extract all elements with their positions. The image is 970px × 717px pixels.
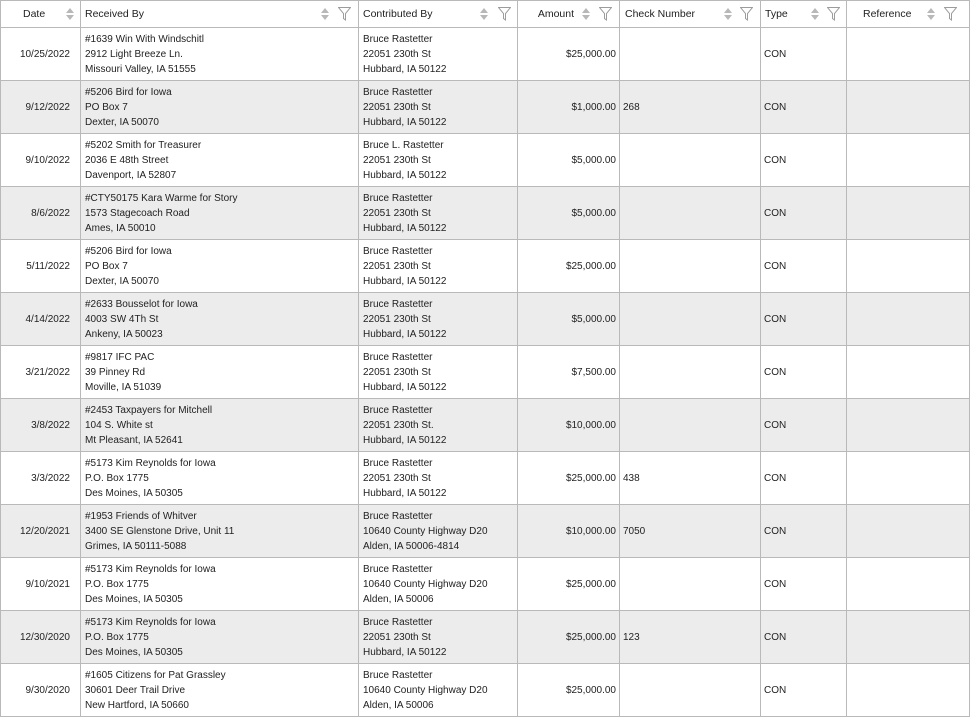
table-row[interactable] xyxy=(1,611,970,664)
cell-type: CON xyxy=(761,28,847,81)
contributed-by-line: Hubbard, IA 50122 xyxy=(363,328,447,340)
contributed-by-line: Hubbard, IA 50122 xyxy=(363,63,447,75)
cell-date: 8/6/2022 xyxy=(1,187,81,240)
cell-type: CON xyxy=(761,452,847,505)
cell-reference xyxy=(847,505,970,558)
cell-reference xyxy=(847,81,970,134)
cell-contributed-by xyxy=(359,134,518,187)
cell-check-number xyxy=(620,664,761,717)
contributed-by-line: Hubbard, IA 50122 xyxy=(363,381,447,393)
contributed-by-line: Bruce Rastetter xyxy=(363,86,433,98)
contributed-by-line: Hubbard, IA 50122 xyxy=(363,487,447,499)
cell-received-by xyxy=(81,346,359,399)
contributed-by-line: 22051 230th St xyxy=(363,101,431,113)
received-by-line: #9817 IFC PAC xyxy=(85,351,155,363)
received-by-line: P.O. Box 1775 xyxy=(85,631,149,643)
filter-icon[interactable] xyxy=(338,7,351,21)
received-by-line: P.O. Box 1775 xyxy=(85,578,149,590)
contributed-by-line: 22051 230th St xyxy=(363,631,431,643)
cell-date: 3/3/2022 xyxy=(1,452,81,505)
cell-amount: $5,000.00 xyxy=(518,293,620,346)
contributed-by-line: Bruce Rastetter xyxy=(363,510,433,522)
cell-received-by xyxy=(81,81,359,134)
column-header-amount[interactable] xyxy=(518,1,620,28)
column-header-contributed-by[interactable] xyxy=(359,1,518,28)
filter-icon[interactable] xyxy=(599,7,612,21)
received-by-line: Moville, IA 51039 xyxy=(85,381,162,393)
cell-date: 5/11/2022 xyxy=(1,240,81,293)
contributed-by-line: Hubbard, IA 50122 xyxy=(363,169,447,181)
received-by-line: #5202 Smith for Treasurer xyxy=(85,139,202,151)
received-by-line: Dexter, IA 50070 xyxy=(85,116,159,128)
contributed-by-line: 10640 County Highway D20 xyxy=(363,578,488,590)
contributed-by-line: Bruce Rastetter xyxy=(363,298,433,310)
received-by-line: #2633 Bousselot for Iowa xyxy=(85,298,198,310)
cell-reference xyxy=(847,558,970,611)
cell-type: CON xyxy=(761,134,847,187)
table-row[interactable] xyxy=(1,399,970,452)
contributed-by-line: Hubbard, IA 50122 xyxy=(363,116,447,128)
cell-received-by xyxy=(81,558,359,611)
received-by-line: Des Moines, IA 50305 xyxy=(85,593,183,605)
cell-amount: $5,000.00 xyxy=(518,134,620,187)
cell-received-by xyxy=(81,399,359,452)
cell-type: CON xyxy=(761,187,847,240)
cell-check-number xyxy=(620,293,761,346)
received-by-line: Missouri Valley, IA 51555 xyxy=(85,63,196,75)
received-by-line: Ankeny, IA 50023 xyxy=(85,328,163,340)
cell-reference xyxy=(847,452,970,505)
cell-reference xyxy=(847,664,970,717)
received-by-line: #1953 Friends of Whitver xyxy=(85,510,197,522)
cell-reference xyxy=(847,293,970,346)
received-by-line: #5206 Bird for Iowa xyxy=(85,86,172,98)
contributed-by-line: Bruce Rastetter xyxy=(363,563,433,575)
contributed-by-line: 22051 230th St xyxy=(363,313,431,325)
cell-received-by xyxy=(81,28,359,81)
header-row xyxy=(1,1,970,28)
contributed-by-line: Bruce Rastetter xyxy=(363,351,433,363)
contributed-by-line: 22051 230th St. xyxy=(363,419,434,431)
received-by-line: Des Moines, IA 50305 xyxy=(85,646,183,658)
column-label-type: Type xyxy=(765,8,788,20)
received-by-line: 3400 SE Glenstone Drive, Unit 11 xyxy=(85,525,235,537)
contributed-by-line: 22051 230th St xyxy=(363,366,431,378)
cell-type: CON xyxy=(761,346,847,399)
column-header-date[interactable] xyxy=(1,1,81,28)
cell-amount: $25,000.00 xyxy=(518,28,620,81)
column-label-reference: Reference xyxy=(863,8,912,20)
cell-type: CON xyxy=(761,611,847,664)
contributed-by-line: 22051 230th St xyxy=(363,207,431,219)
cell-check-number xyxy=(620,187,761,240)
cell-date: 10/25/2022 xyxy=(1,28,81,81)
cell-contributed-by xyxy=(359,187,518,240)
received-by-line: New Hartford, IA 50660 xyxy=(85,699,189,711)
contributed-by-line: Bruce Rastetter xyxy=(363,404,433,416)
cell-date: 12/20/2021 xyxy=(1,505,81,558)
cell-contributed-by xyxy=(359,346,518,399)
table-row[interactable] xyxy=(1,134,970,187)
filter-icon[interactable] xyxy=(740,7,753,21)
received-by-line: PO Box 7 xyxy=(85,101,128,113)
table-row[interactable] xyxy=(1,505,970,558)
cell-type: CON xyxy=(761,240,847,293)
contributed-by-line: Bruce Rastetter xyxy=(363,616,433,628)
cell-received-by xyxy=(81,664,359,717)
cell-received-by xyxy=(81,611,359,664)
received-by-line: P.O. Box 1775 xyxy=(85,472,149,484)
cell-contributed-by xyxy=(359,452,518,505)
received-by-line: #1639 Win With Windschitl xyxy=(85,33,204,45)
cell-reference xyxy=(847,399,970,452)
cell-check-number xyxy=(620,240,761,293)
cell-contributed-by xyxy=(359,240,518,293)
cell-reference xyxy=(847,611,970,664)
cell-type: CON xyxy=(761,664,847,717)
cell-contributed-by xyxy=(359,505,518,558)
contributed-by-line: Hubbard, IA 50122 xyxy=(363,646,447,658)
received-by-line: 30601 Deer Trail Drive xyxy=(85,684,186,696)
cell-date: 9/10/2022 xyxy=(1,134,81,187)
cell-date: 3/8/2022 xyxy=(1,399,81,452)
cell-received-by xyxy=(81,452,359,505)
cell-amount: $5,000.00 xyxy=(518,187,620,240)
cell-date: 9/30/2020 xyxy=(1,664,81,717)
cell-check-number: 438 xyxy=(620,452,761,505)
sort-icon[interactable] xyxy=(480,8,488,21)
table-row[interactable] xyxy=(1,558,970,611)
received-by-line: Davenport, IA 52807 xyxy=(85,169,177,181)
cell-reference xyxy=(847,187,970,240)
cell-received-by xyxy=(81,240,359,293)
received-by-line: Ames, IA 50010 xyxy=(85,222,156,234)
cell-check-number: 268 xyxy=(620,81,761,134)
cell-contributed-by xyxy=(359,81,518,134)
filter-icon[interactable] xyxy=(498,7,511,21)
cell-date: 3/21/2022 xyxy=(1,346,81,399)
table-row[interactable] xyxy=(1,293,970,346)
cell-check-number xyxy=(620,346,761,399)
cell-date: 9/10/2021 xyxy=(1,558,81,611)
contributed-by-line: Alden, IA 50006 xyxy=(363,699,434,711)
cell-received-by xyxy=(81,187,359,240)
received-by-line: #2453 Taxpayers for Mitchell xyxy=(85,404,213,416)
contributed-by-line: 22051 230th St xyxy=(363,48,431,60)
received-by-line: 1573 Stagecoach Road xyxy=(85,207,190,219)
cell-received-by xyxy=(81,293,359,346)
cell-amount: $10,000.00 xyxy=(518,399,620,452)
table-row[interactable] xyxy=(1,664,970,717)
cell-received-by xyxy=(81,505,359,558)
cell-amount: $1,000.00 xyxy=(518,81,620,134)
cell-type: CON xyxy=(761,558,847,611)
contributed-by-line: Bruce Rastetter xyxy=(363,457,433,469)
table-row[interactable] xyxy=(1,452,970,505)
received-by-line: Mt Pleasant, IA 52641 xyxy=(85,434,183,446)
received-by-line: #5173 Kim Reynolds for Iowa xyxy=(85,563,216,575)
contributed-by-line: Alden, IA 50006-4814 xyxy=(363,540,460,552)
sort-icon[interactable] xyxy=(724,8,732,21)
received-by-line: #1605 Citizens for Pat Grassley xyxy=(85,669,226,681)
cell-contributed-by xyxy=(359,558,518,611)
received-by-line: Dexter, IA 50070 xyxy=(85,275,159,287)
cell-check-number: 123 xyxy=(620,611,761,664)
cell-type: CON xyxy=(761,399,847,452)
table-row[interactable] xyxy=(1,346,970,399)
contributed-by-line: Alden, IA 50006 xyxy=(363,593,434,605)
cell-received-by xyxy=(81,134,359,187)
cell-date: 12/30/2020 xyxy=(1,611,81,664)
received-by-line: #5206 Bird for Iowa xyxy=(85,245,172,257)
cell-contributed-by xyxy=(359,664,518,717)
cell-amount: $25,000.00 xyxy=(518,664,620,717)
cell-reference xyxy=(847,346,970,399)
received-by-line: 2036 E 48th Street xyxy=(85,154,169,166)
table-row[interactable] xyxy=(1,28,970,81)
cell-check-number xyxy=(620,558,761,611)
contributed-by-line: 22051 230th St xyxy=(363,472,431,484)
sort-icon[interactable] xyxy=(582,8,590,21)
cell-reference xyxy=(847,28,970,81)
received-by-line: Des Moines, IA 50305 xyxy=(85,487,183,499)
contributed-by-line: 22051 230th St xyxy=(363,154,431,166)
column-label-date: Date xyxy=(23,8,46,20)
received-by-line: 2912 Light Breeze Ln. xyxy=(85,48,183,60)
received-by-line: 39 Pinney Rd xyxy=(85,366,146,378)
column-header-reference[interactable] xyxy=(847,1,970,28)
cell-check-number xyxy=(620,134,761,187)
column-label-amount: Amount xyxy=(537,8,574,20)
column-label-received-by: Received By xyxy=(85,8,144,20)
table-row[interactable] xyxy=(1,81,970,134)
cell-amount: $10,000.00 xyxy=(518,505,620,558)
received-by-line: #CTY50175 Kara Warme for Story xyxy=(85,192,238,204)
filter-icon[interactable] xyxy=(827,7,840,21)
received-by-line: PO Box 7 xyxy=(85,260,128,272)
cell-check-number xyxy=(620,28,761,81)
cell-type: CON xyxy=(761,293,847,346)
cell-contributed-by xyxy=(359,28,518,81)
contributed-by-line: Hubbard, IA 50122 xyxy=(363,222,447,234)
cell-amount: $7,500.00 xyxy=(518,346,620,399)
sort-icon[interactable] xyxy=(811,8,819,21)
contributed-by-line: 10640 County Highway D20 xyxy=(363,684,488,696)
column-label-contributed-by: Contributed By xyxy=(363,8,433,20)
received-by-line: #5173 Kim Reynolds for Iowa xyxy=(85,457,216,469)
cell-type: CON xyxy=(761,81,847,134)
contributed-by-line: Bruce Rastetter xyxy=(363,245,433,257)
contributed-by-line: 22051 230th St xyxy=(363,260,431,272)
contributed-by-line: Bruce Rastetter xyxy=(363,33,433,45)
sort-icon[interactable] xyxy=(321,8,329,21)
column-label-check-number: Check Number xyxy=(625,8,696,20)
cell-contributed-by xyxy=(359,399,518,452)
received-by-line: 4003 SW 4Th St xyxy=(85,313,159,325)
contributed-by-line: Hubbard, IA 50122 xyxy=(363,275,447,287)
cell-type: CON xyxy=(761,505,847,558)
cell-contributed-by xyxy=(359,293,518,346)
received-by-line: 104 S. White st xyxy=(85,419,153,431)
table-row[interactable] xyxy=(1,187,970,240)
cell-reference xyxy=(847,134,970,187)
received-by-line: #5173 Kim Reynolds for Iowa xyxy=(85,616,216,628)
column-header-received-by[interactable] xyxy=(81,1,359,28)
cell-amount: $25,000.00 xyxy=(518,558,620,611)
cell-amount: $25,000.00 xyxy=(518,240,620,293)
contributed-by-line: Bruce Rastetter xyxy=(363,192,433,204)
cell-amount: $25,000.00 xyxy=(518,452,620,505)
column-header-check-number[interactable] xyxy=(620,1,761,28)
contributed-by-line: Hubbard, IA 50122 xyxy=(363,434,447,446)
table-row[interactable] xyxy=(1,240,970,293)
sort-icon[interactable] xyxy=(927,8,935,21)
received-by-line: Grimes, IA 50111-5088 xyxy=(85,540,187,552)
cell-check-number xyxy=(620,399,761,452)
contributed-by-line: Bruce Rastetter xyxy=(363,669,433,681)
cell-amount: $25,000.00 xyxy=(518,611,620,664)
cell-contributed-by xyxy=(359,611,518,664)
cell-check-number: 7050 xyxy=(620,505,761,558)
cell-date: 4/14/2022 xyxy=(1,293,81,346)
contributed-by-line: 10640 County Highway D20 xyxy=(363,525,488,537)
cell-reference xyxy=(847,240,970,293)
table-body xyxy=(1,28,970,717)
column-header-type[interactable] xyxy=(761,1,847,28)
filter-icon[interactable] xyxy=(944,7,957,21)
contributed-by-line: Bruce L. Rastetter xyxy=(363,139,444,151)
sort-icon[interactable] xyxy=(66,8,74,21)
cell-date: 9/12/2022 xyxy=(1,81,81,134)
